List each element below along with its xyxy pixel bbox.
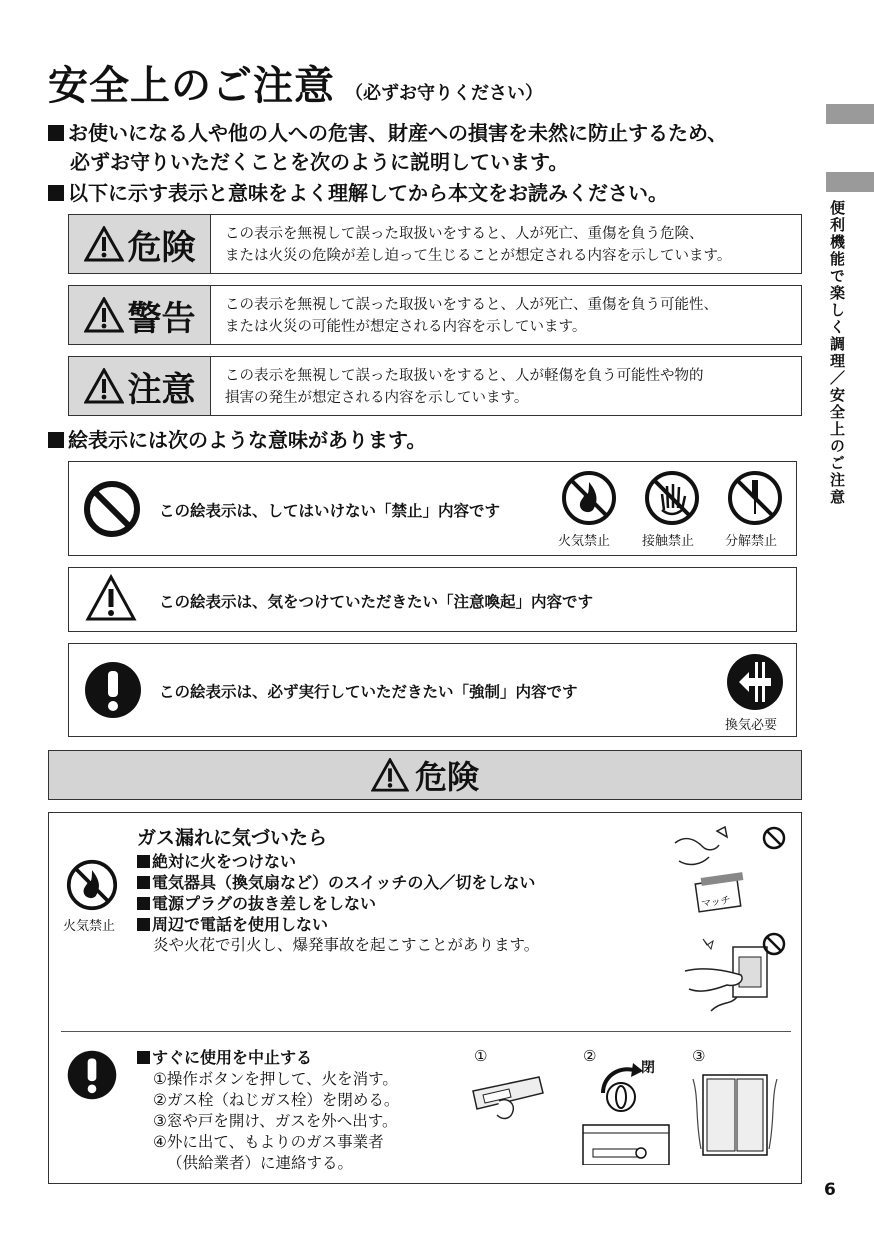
step-3: ③窓や戸を開け、ガスを外へ出す。 xyxy=(153,1112,398,1130)
signal-label-warning xyxy=(69,286,211,344)
prohibit-box xyxy=(68,461,797,556)
panel-divider xyxy=(61,1031,791,1032)
desc-line: または火災の危険が差し迫って生じることが想定される内容を示しています。 xyxy=(225,248,732,264)
side-tab-marker-2 xyxy=(826,172,874,192)
caption-no-fire: 火気禁止 xyxy=(558,534,611,549)
ventilation-required-icon xyxy=(725,652,785,712)
bullet-square xyxy=(48,185,64,201)
mandatory-text: この絵表示は、必ず実行していただきたい「強制」内容です xyxy=(159,683,578,701)
side-tab-marker-1 xyxy=(826,104,874,124)
desc-line: この表示を無視して誤った取扱いをすると、人が軽傷を負う可能性や物的 xyxy=(225,368,704,384)
bullet-square xyxy=(137,1051,150,1064)
no-disassembly-icon xyxy=(727,470,783,526)
rules-note: 炎や火花で引火し、爆発事故を起こすことがあります。 xyxy=(153,936,540,954)
no-fire-icon xyxy=(561,470,617,526)
step-2: ②ガス栓（ねじガス栓）を閉める。 xyxy=(153,1091,400,1109)
plug-illustration xyxy=(681,931,771,1026)
pictogram-heading xyxy=(48,425,426,455)
rule-text: 電源プラグの抜き差しをしない xyxy=(152,894,377,913)
rule-text: 電気器具（換気扇など）のスイッチの入／切をしない xyxy=(152,873,536,892)
desc-line: 損害の発生が想定される内容を示しています。 xyxy=(225,390,529,406)
caption-ventilation: 換気必要 xyxy=(725,718,778,733)
desc-line: この表示を無視して誤った取扱いをすると、人が死亡、重傷を負う危険、 xyxy=(225,226,704,242)
bullet-square xyxy=(137,918,150,931)
action-title xyxy=(137,1047,312,1068)
match-illustration xyxy=(671,821,751,931)
danger-section-header xyxy=(48,750,802,800)
signal-description xyxy=(225,294,793,338)
signal-description xyxy=(225,365,793,409)
figure-label-3: ③ xyxy=(692,1047,706,1065)
intro-line-3 xyxy=(48,178,668,208)
no-fire-icon xyxy=(66,859,118,911)
intro-text-3: 以下に示す表示と意味をよく理解してから本文をお読みください。 xyxy=(68,181,668,205)
signal-word: 警告 xyxy=(127,298,196,339)
match-box-label: マッチ xyxy=(700,894,732,910)
figure-label-1: ① xyxy=(474,1047,488,1065)
intro-text-1: お使いになる人や他の人への危害、財産への損害を未然に防止するため、 xyxy=(68,121,728,145)
gas-leak-title: ガス漏れに気づいたら xyxy=(137,827,328,849)
signal-word: 危険 xyxy=(127,227,196,268)
valve-closed-label: 閉 xyxy=(641,1060,655,1076)
rule-item xyxy=(137,893,376,914)
page-title xyxy=(48,54,543,111)
mandatory-box xyxy=(68,643,797,737)
pictogram-heading-text: 絵表示には次のような意味があります。 xyxy=(68,428,427,452)
gas-leak-panel xyxy=(48,812,802,1184)
caution-text: この絵表示は、気をつけていただきたい「注意喚起」内容です xyxy=(159,593,594,611)
gas-valve-illustration xyxy=(581,1053,671,1165)
caption-no-disassembly: 分解禁止 xyxy=(725,534,778,549)
mandatory-action-icon xyxy=(66,1049,118,1101)
page-number: 6 xyxy=(824,1180,836,1200)
caution-box xyxy=(68,567,797,632)
step-1: ①操作ボタンを押して、火を消す。 xyxy=(153,1070,398,1088)
open-window-illustration xyxy=(691,1069,779,1159)
step-4: ④外に出て、もよりのガス事業者 xyxy=(153,1133,384,1151)
signal-box-caution xyxy=(68,356,802,416)
intro-line-2 xyxy=(70,147,568,177)
signal-description xyxy=(225,223,793,267)
caption-no-touch: 接触禁止 xyxy=(642,534,695,549)
intro-text-2: 必ずお守りいただくことを次のように説明しています。 xyxy=(70,150,569,174)
figure-label-2: ② xyxy=(583,1047,597,1065)
signal-word: 注意 xyxy=(127,369,196,410)
danger-heading-text: 危険 xyxy=(414,758,479,796)
side-tab-text: 便利機能で楽しく調理／安全上のご注意 xyxy=(828,200,846,506)
warning-triangle-icon xyxy=(84,297,124,333)
signal-label-caution xyxy=(69,357,211,415)
no-fire-caption: 火気禁止 xyxy=(63,919,116,934)
signal-box-danger xyxy=(68,214,802,274)
bullet-square xyxy=(48,125,64,141)
warning-triangle-icon xyxy=(84,226,124,262)
intro-line-1 xyxy=(48,118,727,148)
warning-triangle-icon xyxy=(84,368,124,404)
warning-triangle-icon xyxy=(371,758,409,792)
bullet-square xyxy=(137,855,150,868)
rule-item xyxy=(137,914,328,935)
rule-text: 周辺で電話を使用しない xyxy=(152,915,329,934)
rule-item xyxy=(137,872,535,893)
title-text: 安全上のご注意 xyxy=(48,63,335,109)
caution-triangle-icon xyxy=(85,574,137,622)
desc-line: または火災の可能性が想定される内容を示しています。 xyxy=(225,319,587,335)
prohibition-icon xyxy=(761,931,787,957)
bullet-square xyxy=(48,432,64,448)
signal-label-danger xyxy=(69,215,211,273)
rule-text: 絶対に火をつけない xyxy=(152,852,297,871)
rule-item xyxy=(137,851,296,872)
signal-box-warning xyxy=(68,285,802,345)
step-4-cont: （供給業者）に連絡する。 xyxy=(167,1154,354,1172)
bullet-square xyxy=(137,897,150,910)
no-touch-icon xyxy=(644,470,700,526)
title-subtitle: （必ずお守りください） xyxy=(345,83,543,104)
bullet-square xyxy=(137,876,150,889)
prohibit-text: この絵表示は、してはいけない「禁止」内容です xyxy=(159,502,501,520)
desc-line: この表示を無視して誤った取扱いをすると、人が死亡、重傷を負う可能性、 xyxy=(225,297,718,313)
action-title-text: すぐに使用を中止する xyxy=(152,1048,313,1067)
prohibition-icon xyxy=(761,825,787,851)
prohibition-icon xyxy=(83,480,141,538)
button-press-illustration xyxy=(469,1071,547,1125)
mandatory-action-icon xyxy=(83,660,143,720)
